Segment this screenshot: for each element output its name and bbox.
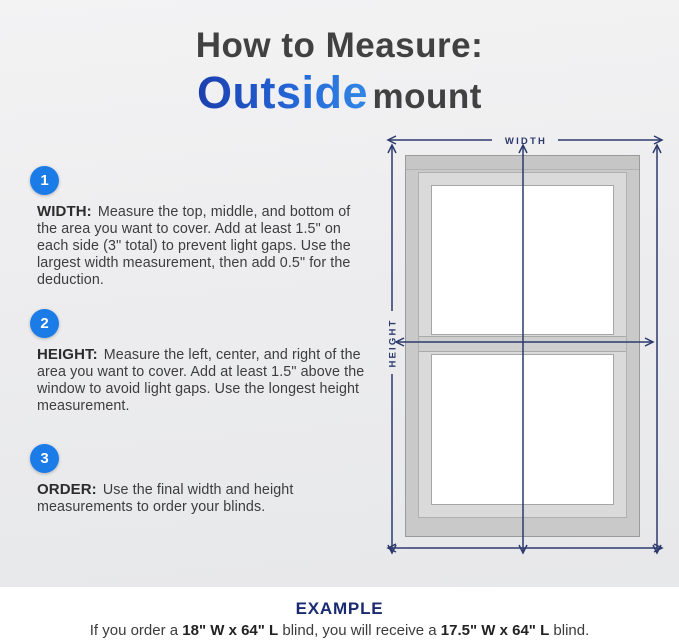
example-receive-size: 17.5" W x 64" L (440, 622, 550, 639)
window-inner-frame (418, 172, 627, 518)
step-3-body: Use the final width and height measurements to order your blinds. (37, 482, 294, 515)
window-head-casing (406, 156, 639, 170)
width-label: WIDTH (504, 136, 548, 147)
step-3 (30, 444, 374, 516)
example-prefix: If you order a (89, 622, 183, 639)
height-label: HEIGHT (387, 318, 399, 368)
window-meeting-rail (419, 336, 626, 352)
step-1-number-badge: 1 (30, 166, 59, 195)
window-glass-lower (431, 354, 614, 505)
example-footer (0, 587, 679, 644)
title-line2 (0, 67, 679, 119)
step-1-label: WIDTH: (37, 203, 92, 220)
title-suffix-mount: mount (372, 77, 482, 116)
example-suffix: blind. (549, 622, 590, 639)
step-2 (30, 309, 374, 415)
example-heading: EXAMPLE (295, 599, 384, 618)
height-arrow-left (388, 145, 399, 553)
window-measurement-diagram (380, 125, 675, 570)
step-1-text (37, 204, 374, 289)
example-sentence (0, 622, 679, 639)
example-middle: blind, you will receive a (278, 622, 441, 639)
step-3-text (37, 482, 374, 516)
step-2-text (37, 347, 374, 415)
step-2-body: Measure the left, center, and right of the area you want to cover. Add at least 1.5" above the window to avoid light gaps. Use the longest height measurement. (37, 347, 365, 414)
title-line1: How to Measure: (195, 26, 484, 65)
window-glass-upper (431, 185, 614, 335)
step-1 (30, 166, 374, 289)
title-highlight-outside: Outside (197, 67, 369, 118)
window-frame (405, 155, 640, 537)
page-title (0, 26, 679, 119)
step-2-number-badge: 2 (30, 309, 59, 338)
width-arrow-top (388, 136, 662, 147)
step-1-body: Measure the top, middle, and bottom of the area you want to cover. Add at least 1.5" on each side (3" total) to prevent light gaps. Use the largest width measurement, then add 0.5" for the deduction. (37, 204, 351, 288)
step-3-number-badge: 3 (30, 444, 59, 473)
step-3-label: ORDER: (37, 481, 97, 498)
example-order-size: 18" W x 64" L (182, 622, 279, 639)
step-2-label: HEIGHT: (37, 346, 98, 363)
